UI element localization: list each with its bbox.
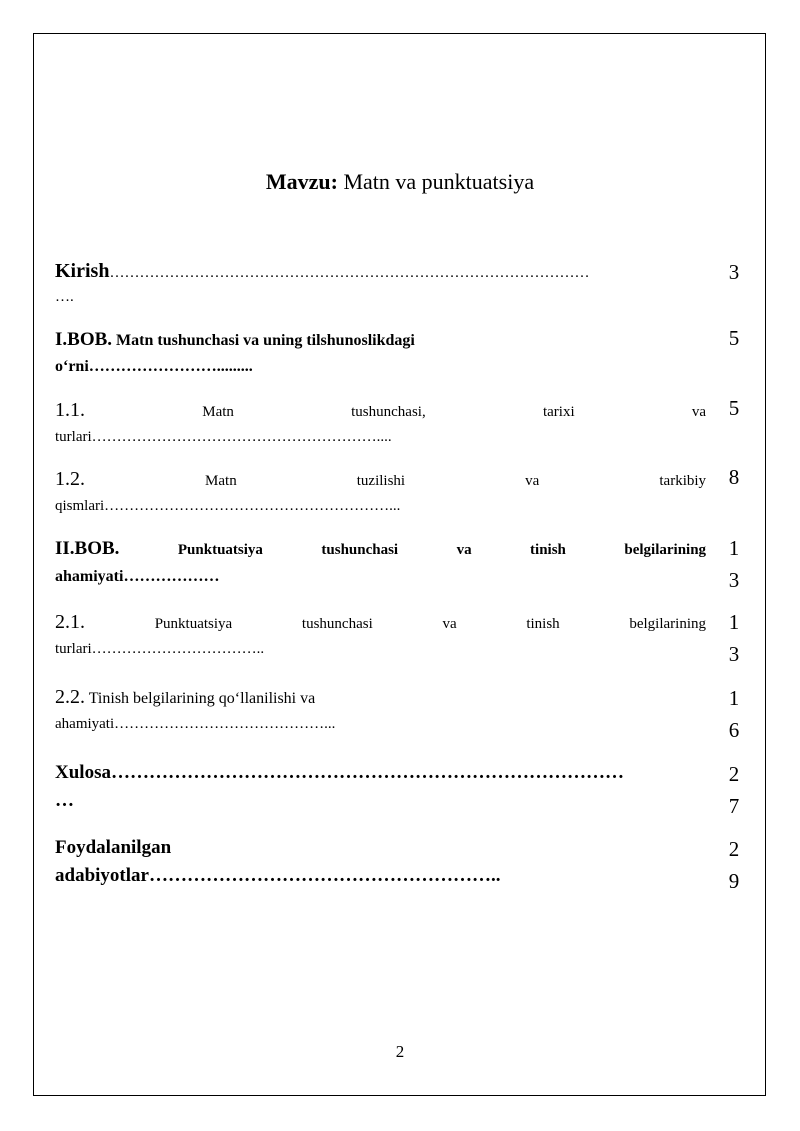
toc-references-title-cont: adabiyotlar………………………………………………..	[55, 865, 501, 886]
toc-1-1-page: 5	[728, 396, 740, 420]
document-title	[0, 168, 800, 196]
toc-entry-2-2	[55, 683, 706, 735]
toc-2-2-number: 2.2.	[55, 686, 85, 708]
toc-1-2-page: 8	[728, 465, 740, 489]
toc-2-1-title: 2.1. Punktuatsiya tushunchasi va tinish belgilarining	[55, 611, 707, 633]
title-text: Matn va punktuatsiya	[337, 169, 535, 194]
toc-1-2-title-cont: qismlari…………………………………………………...	[55, 498, 401, 514]
toc-entry-bob2	[55, 535, 706, 590]
toc-kirish-page: 3	[728, 260, 740, 284]
toc-bob1-number: I.BOB.	[55, 329, 113, 350]
toc-2-1-page: 1 3	[728, 610, 740, 666]
toc-xulosa-dots-cont: …	[55, 790, 74, 811]
toc-xulosa-page: 2 7	[728, 762, 740, 818]
toc-1-2-title: 1.2. Matn tuzilishi va tarkibiy	[55, 468, 707, 490]
toc-entry-kirish	[55, 258, 706, 308]
toc-entry-bob1	[55, 326, 706, 380]
title-label: Mavzu:	[265, 169, 338, 194]
toc-bob2-title-cont: ahamiyati………………	[55, 568, 220, 585]
toc-entry-1-2	[55, 465, 706, 517]
toc-references-title: Foydalanilgan	[55, 837, 172, 858]
toc-xulosa-dots: ………………………………………………………………………	[110, 762, 624, 783]
toc-1-1-title-cont: turlari…………………………………………………....	[55, 429, 392, 445]
toc-2-2-title: Tinish belgilarining qo‘llanilishi va	[85, 690, 316, 707]
page-number: 2	[395, 1042, 405, 1061]
toc-entry-references	[55, 834, 706, 890]
toc-2-2-page: 1 6	[728, 686, 740, 742]
toc-1-1-title: 1.1. Matn tushunchasi, tarixi va	[55, 399, 707, 421]
toc-kirish-dots: ……………………………………………………………………………………	[109, 265, 590, 281]
toc-2-2-title-cont: ahamiyati……………………………………...	[55, 716, 336, 732]
toc-entry-2-1	[55, 608, 706, 660]
toc-kirish-title: Kirish	[55, 260, 110, 282]
toc-bob1-title-cont: o‘rni…………………….........	[55, 358, 253, 375]
toc-bob2-page: 1 3	[728, 536, 740, 592]
toc-2-1-title-cont: turlari……………………………..	[55, 641, 265, 657]
toc-kirish-dots-cont: ….	[55, 289, 74, 305]
toc-bob1-title: Matn tushunchasi va uning tilshunoslikdagi	[112, 332, 415, 349]
toc-bob1-page: 5	[728, 326, 740, 350]
toc-xulosa-title: Xulosa	[55, 762, 111, 783]
toc-references-page: 2 9	[728, 837, 740, 893]
toc-bob2-title: II.BOB. Punktuatsiya tushunchasi va tinish belgilarining	[55, 538, 707, 559]
toc-entry-xulosa	[55, 759, 706, 815]
toc-entry-1-1	[55, 396, 706, 448]
